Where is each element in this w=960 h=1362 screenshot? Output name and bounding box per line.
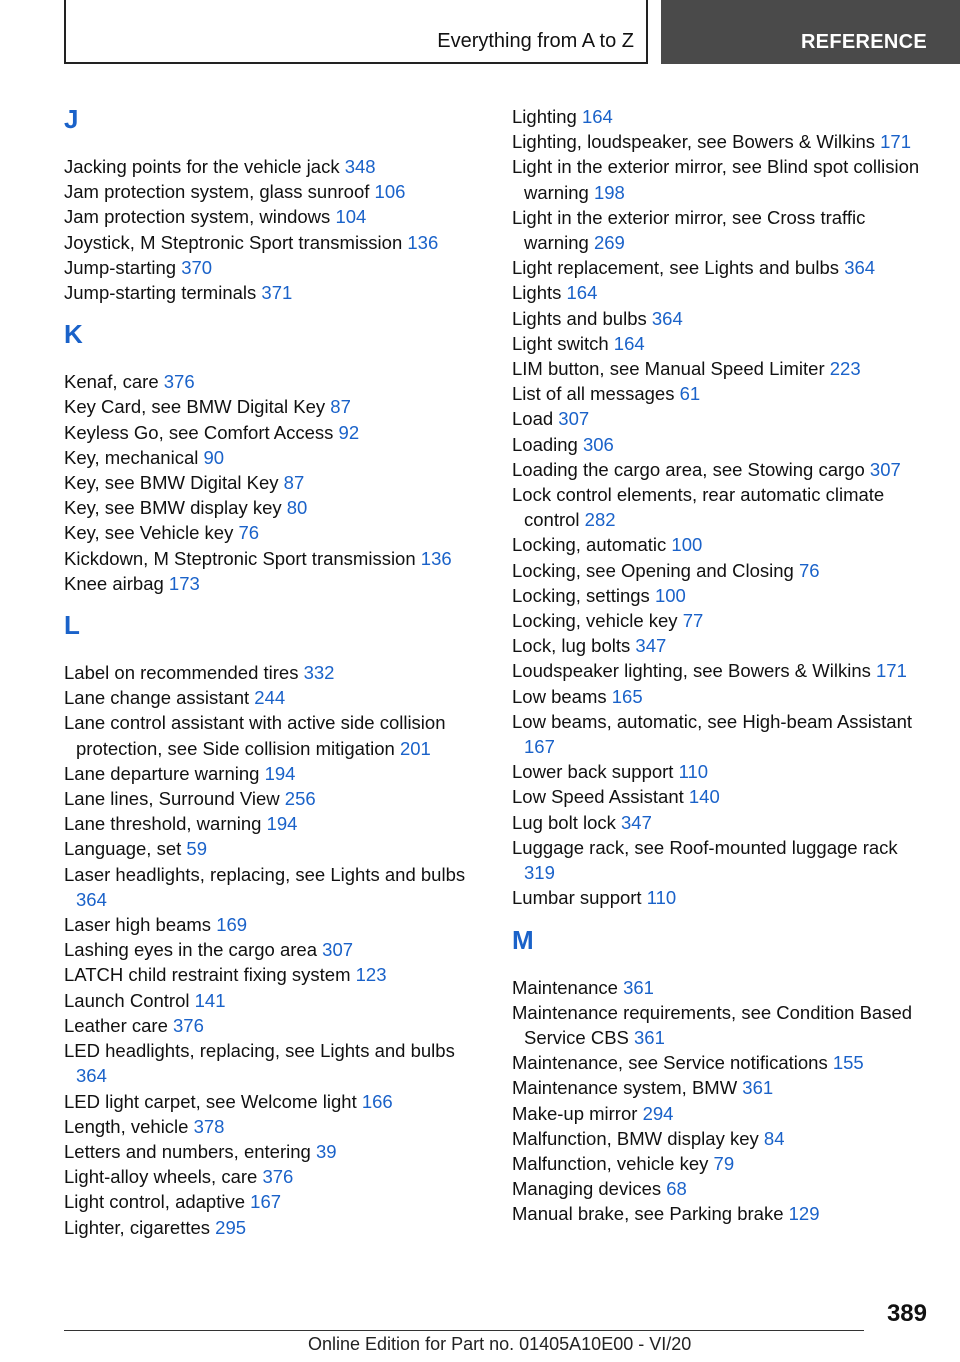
page-reference-link[interactable]: 169	[216, 914, 248, 936]
index-entry-text: Lighter, cigarettes	[64, 1216, 211, 1238]
index-entry	[64, 280, 484, 305]
page-reference-link[interactable]: 269	[593, 232, 625, 254]
section-letter: M	[512, 924, 534, 955]
page-reference-link[interactable]: 164	[581, 106, 613, 127]
index-entry	[512, 583, 932, 608]
page-reference-link[interactable]: 223	[829, 358, 861, 380]
index-entry-text: Leather care	[64, 1014, 168, 1036]
page-reference-link[interactable]: 256	[284, 788, 316, 810]
index-entry-text: Managing devices	[512, 1178, 662, 1200]
index-entry-text: Lane control assistant with active side collision protection, see Side collision mitigation	[64, 712, 446, 759]
index-entry	[512, 381, 932, 406]
page-reference-link[interactable]: 110	[646, 887, 677, 909]
index-entry	[512, 784, 932, 809]
page-reference-link[interactable]: 307	[322, 939, 354, 961]
index-entry	[512, 331, 932, 356]
header-title: Everything from A to Z	[437, 30, 634, 52]
index-entry-text: Maintenance system, BMW	[512, 1077, 738, 1099]
index-entry-text: Kickdown, M Steptronic Sport transmission	[64, 547, 416, 569]
page-reference-link[interactable]: 376	[262, 1166, 294, 1188]
index-entry	[64, 912, 484, 937]
index-entry-text: Manual brake, see Parking brake	[512, 1203, 784, 1225]
index-entry-text: Lower back support	[512, 761, 674, 783]
page-reference-link[interactable]: 348	[344, 156, 376, 177]
index-entry	[64, 1038, 484, 1088]
index-entry-text: Jump-starting	[64, 256, 177, 278]
index-entry	[64, 204, 484, 229]
page-reference-link[interactable]: 87	[283, 472, 305, 494]
index-entry-text: LED light carpet, see Welcome light	[64, 1090, 357, 1112]
index-entry-text: Joystick, M Steptronic Sport transmission	[64, 231, 403, 253]
index-entry	[512, 1176, 932, 1201]
index-entry-text: Key, mechanical	[64, 446, 199, 468]
page-reference-link[interactable]: 39	[315, 1140, 337, 1162]
page-reference-link[interactable]: 80	[286, 497, 308, 519]
index-entry	[64, 495, 484, 520]
index-entry-text: Lighting, loudspeaker, see Bowers & Wilkins	[512, 131, 875, 153]
index-entry-text: LED headlights, replacing, see Lights and bulbs	[64, 1040, 455, 1062]
index-entry	[64, 520, 484, 545]
index-entry-text: Lane threshold, warning	[64, 813, 262, 835]
page-reference-link[interactable]: 194	[266, 813, 298, 835]
page-reference-link[interactable]: 371	[261, 282, 293, 304]
page-reference-link[interactable]: 110	[678, 761, 709, 783]
page-reference-link[interactable]: 364	[76, 1065, 107, 1087]
page-reference-link[interactable]: 244	[254, 687, 286, 709]
page-reference-link[interactable]: 282	[584, 509, 616, 531]
page-reference-link[interactable]: 364	[844, 257, 876, 279]
index-entry	[64, 937, 484, 962]
index-entry	[64, 470, 484, 495]
index-entry-text: Locking, settings	[512, 584, 650, 606]
index-entry-text: Lights	[512, 282, 562, 304]
index-entry-group	[64, 660, 484, 1240]
index-entry-text: Kenaf, care	[64, 371, 159, 393]
page-reference-link[interactable]: 166	[361, 1090, 393, 1112]
index-entry-text: List of all messages	[512, 383, 675, 405]
footer-divider	[64, 1330, 864, 1331]
index-entry-text: Light control, adaptive	[64, 1191, 246, 1213]
index-entry	[512, 835, 932, 885]
page-reference-link[interactable]: 361	[623, 976, 654, 998]
index-entry-text: Lighting	[512, 106, 577, 127]
index-entry-group	[64, 369, 484, 596]
index-entry	[512, 482, 932, 532]
page-reference-link[interactable]: 307	[558, 408, 590, 430]
index-entry-group	[512, 975, 932, 1227]
index-entry	[512, 633, 932, 658]
reference-tab-label: REFERENCE	[800, 31, 927, 53]
index-entry-text: Make-up mirror	[512, 1102, 638, 1124]
index-entry	[512, 432, 932, 457]
page-reference-link[interactable]: 370	[181, 256, 213, 278]
page-reference-link[interactable]: 167	[250, 1191, 282, 1213]
index-entry	[64, 1189, 484, 1214]
index-entry-text: Lane change assistant	[64, 687, 250, 709]
edition-footer: Online Edition for Part no. 01405A10E00 - VI/20	[308, 1334, 692, 1354]
index-entry-text: LATCH child restraint fixing system	[64, 964, 351, 986]
page-reference-link[interactable]: 104	[335, 206, 367, 228]
index-entry-text: Maintenance requirements, see Condition Based Service CBS	[512, 1001, 913, 1048]
index-entry	[64, 546, 484, 571]
page-reference-link[interactable]: 294	[642, 1102, 674, 1124]
page-reference-link[interactable]: 100	[654, 584, 686, 606]
page-reference-link[interactable]: 361	[742, 1077, 774, 1099]
page-reference-link[interactable]: 76	[798, 559, 820, 581]
page-reference-link[interactable]: 364	[76, 888, 107, 910]
index-entry-text: Low beams	[512, 685, 607, 707]
index-entry	[64, 445, 484, 470]
index-entry-text: Length, vehicle	[64, 1115, 189, 1137]
index-entry	[64, 369, 484, 394]
index-entry	[512, 129, 932, 154]
page-reference-link[interactable]: 129	[788, 1203, 820, 1225]
page-reference-link[interactable]: 92	[338, 421, 360, 443]
index-entry	[512, 104, 932, 129]
page-reference-link[interactable]: 307	[869, 458, 901, 480]
index-entry	[512, 457, 932, 482]
index-entry	[512, 1000, 932, 1050]
page-reference-link[interactable]: 140	[688, 786, 720, 808]
index-entry-text: Language, set	[64, 838, 182, 860]
page-reference-link[interactable]: 361	[634, 1026, 665, 1048]
page-reference-link[interactable]: 198	[593, 181, 625, 203]
index-entry-text: Light in the exterior mirror, see Cross traffic warning	[512, 206, 866, 254]
index-entry-text: Jump-starting terminals	[64, 282, 257, 304]
index-entry	[64, 1164, 484, 1189]
index-entry-text: Keyless Go, see Comfort Access	[64, 421, 334, 443]
index-entry-text: Light switch	[512, 332, 609, 354]
index-entry	[512, 1126, 932, 1151]
index-entry-text: Locking, vehicle key	[512, 610, 678, 632]
index-entry	[512, 759, 932, 784]
index-entry-text: Lock control elements, rear automatic climate control	[512, 484, 885, 531]
index-entry-text: Light-alloy wheels, care	[64, 1166, 258, 1188]
index-entry-text: Laser high beams	[64, 914, 212, 936]
index-entry	[64, 1013, 484, 1038]
page-reference-link[interactable]: 84	[763, 1127, 785, 1149]
index-entry	[64, 420, 484, 445]
index-entry-text: Lock, lug bolts	[512, 635, 631, 657]
index-entry	[64, 811, 484, 836]
page-reference-link[interactable]: 90	[203, 446, 225, 468]
page-reference-link[interactable]: 100	[671, 534, 703, 556]
index-entry-text: Light in the exterior mirror, see Blind spot collision warning	[512, 156, 920, 203]
section-letter: K	[64, 319, 83, 350]
index-entry-text: Malfunction, BMW display key	[512, 1127, 759, 1149]
index-entry-text: Key, see BMW display key	[64, 497, 282, 519]
page-reference-link[interactable]: 306	[582, 433, 614, 455]
index-entry	[64, 230, 484, 255]
index-entry	[64, 255, 484, 280]
index-entry	[512, 558, 932, 583]
page-reference-link[interactable]: 76	[238, 522, 260, 544]
page-reference-link[interactable]: 173	[168, 572, 200, 594]
index-entry-text: Jacking points for the vehicle jack	[64, 156, 340, 177]
index-entry-text: Knee airbag	[64, 572, 164, 594]
page-reference-link[interactable]: 123	[355, 964, 387, 986]
index-entry	[512, 306, 932, 331]
page-reference-link[interactable]: 167	[524, 736, 555, 758]
page-reference-link[interactable]: 164	[613, 332, 645, 354]
index-entry	[512, 885, 932, 910]
index-entry-text: Loading	[512, 433, 578, 455]
index-entry-text: Maintenance, see Service notifications	[512, 1052, 828, 1074]
index-entry	[512, 1151, 932, 1176]
page-reference-link[interactable]: 61	[679, 383, 701, 405]
page-reference-link[interactable]: 376	[173, 1014, 204, 1036]
index-entry-group	[64, 154, 484, 305]
index-entry	[64, 710, 484, 760]
index-entry-text: Lashing eyes in the cargo area	[64, 939, 318, 961]
index-entry-group	[512, 104, 932, 911]
index-entry-text: Launch Control	[64, 989, 190, 1011]
index-entry	[64, 660, 484, 685]
page-reference-link[interactable]: 171	[876, 660, 907, 682]
index-entry	[512, 406, 932, 431]
page-reference-link[interactable]: 136	[420, 547, 452, 569]
index-entry	[512, 1050, 932, 1075]
page-reference-link[interactable]: 332	[303, 662, 335, 684]
index-entry	[512, 810, 932, 835]
page-reference-link[interactable]: 77	[682, 610, 704, 632]
index-entry	[64, 836, 484, 861]
index-entry	[512, 975, 932, 1000]
index-entry-text: Locking, see Opening and Closing	[512, 559, 794, 581]
index-entry-text: Key, see BMW Digital Key	[64, 472, 279, 494]
page-reference-link[interactable]: 59	[186, 838, 207, 860]
reference-tab	[661, 0, 960, 64]
header-frame	[64, 0, 648, 64]
index-entry	[512, 1075, 932, 1100]
index-entry	[512, 154, 932, 204]
page-reference-link[interactable]: 295	[215, 1216, 247, 1238]
page-reference-link[interactable]: 347	[635, 635, 667, 657]
index-entry	[512, 532, 932, 557]
index-entry	[64, 988, 484, 1013]
index-entry-text: Lug bolt lock	[512, 811, 616, 833]
index-entry	[64, 1089, 484, 1114]
index-entry	[64, 685, 484, 710]
index-entry-text: Loading the cargo area, see Stowing cargo	[512, 458, 865, 480]
index-entry-text: Malfunction, vehicle key	[512, 1152, 709, 1174]
index-entry-text: Maintenance	[512, 976, 618, 998]
index-entry-text: Light replacement, see Lights and bulbs	[512, 257, 840, 279]
index-entry	[512, 356, 932, 381]
index-entry-text: Lights and bulbs	[512, 307, 647, 329]
index-entry	[512, 205, 932, 255]
index-entry-text: Laser headlights, replacing, see Lights and bulbs	[64, 863, 466, 885]
index-entry-text: Lane lines, Surround View	[64, 788, 280, 810]
page-reference-link[interactable]: 319	[524, 862, 555, 884]
page-reference-link[interactable]: 164	[566, 282, 598, 304]
index-entry	[512, 280, 932, 305]
index-entry	[64, 862, 484, 912]
page-reference-link[interactable]: 201	[399, 737, 431, 759]
index-entry	[512, 658, 932, 683]
index-entry-text: Label on recommended tires	[64, 662, 299, 684]
index-entry-text: Letters and numbers, entering	[64, 1140, 311, 1162]
index-entry	[64, 1215, 484, 1240]
index-entry-text: Luggage rack, see Roof-mounted luggage rack	[512, 836, 898, 858]
index-entry	[64, 1139, 484, 1164]
index-entry	[512, 709, 932, 759]
index-entry	[512, 255, 932, 280]
page-reference-link[interactable]: 79	[713, 1152, 735, 1174]
index-entry	[64, 962, 484, 987]
index-entry	[64, 179, 484, 204]
page-reference-link[interactable]: 364	[651, 307, 683, 329]
index-entry	[64, 786, 484, 811]
index-entry	[64, 154, 484, 179]
index-entry	[64, 761, 484, 786]
page-reference-link[interactable]: 376	[163, 371, 195, 393]
index-entry-text: LIM button, see Manual Speed Limiter	[512, 358, 825, 380]
index-entry	[512, 608, 932, 633]
page-reference-link[interactable]: 155	[832, 1052, 864, 1074]
index-entry-text: Load	[512, 408, 554, 430]
index-entry-text: Low beams, automatic, see High-beam Assistant	[512, 710, 912, 732]
section-letter: L	[64, 610, 80, 641]
index-entry	[512, 1101, 932, 1126]
page-reference-link[interactable]: 141	[194, 989, 226, 1011]
page-reference-link[interactable]: 106	[374, 181, 406, 203]
index-entry	[512, 684, 932, 709]
page-reference-link[interactable]: 194	[264, 762, 296, 784]
page-number: 389	[886, 1300, 927, 1327]
page-reference-link[interactable]: 165	[611, 685, 643, 707]
index-entry-text: Jam protection system, windows	[64, 206, 331, 228]
index-entry	[64, 1114, 484, 1139]
index-entry-text: Key, see Vehicle key	[64, 522, 234, 544]
index-entry-text: Low Speed Assistant	[512, 786, 684, 808]
index-entry-text: Jam protection system, glass sunroof	[64, 181, 370, 203]
page-reference-link[interactable]: 171	[880, 131, 912, 153]
page-reference-link[interactable]: 136	[407, 231, 439, 253]
index-entry	[512, 1201, 932, 1226]
page-reference-link[interactable]: 68	[666, 1178, 687, 1200]
index-entry	[64, 571, 484, 596]
index-column-left	[64, 104, 484, 1254]
index-entry-text: Key Card, see BMW Digital Key	[64, 396, 326, 418]
section-letter: J	[64, 104, 79, 134]
index-column-right	[512, 104, 932, 1241]
index-entry	[64, 394, 484, 419]
page-reference-link[interactable]: 347	[621, 811, 652, 833]
index-entry-text: Locking, automatic	[512, 534, 667, 556]
page-reference-link[interactable]: 378	[193, 1115, 225, 1137]
index-entry-text: Loudspeaker lighting, see Bowers & Wilkins	[512, 660, 871, 682]
index-entry-text: Lane departure warning	[64, 762, 260, 784]
index-entry-text: Lumbar support	[512, 887, 642, 909]
page-reference-link[interactable]: 87	[330, 396, 351, 418]
